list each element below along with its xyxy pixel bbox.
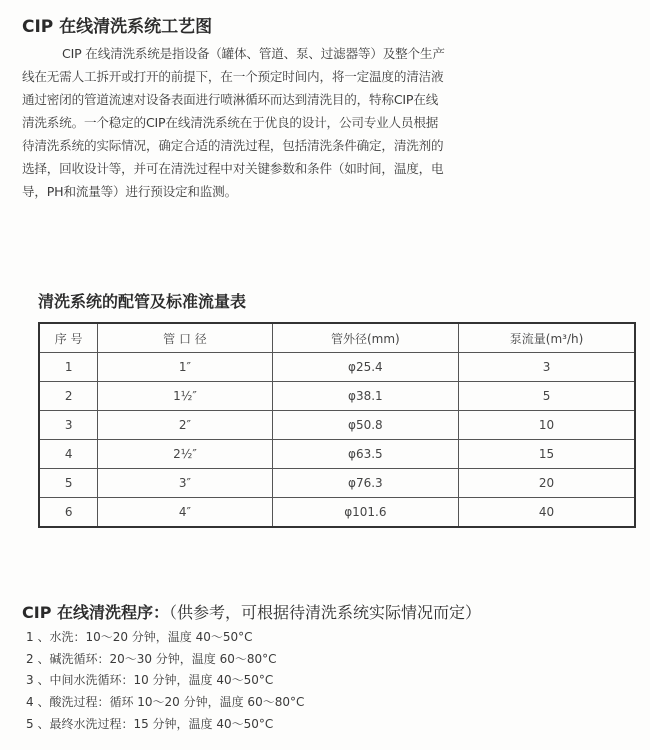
table-row bbox=[39, 498, 635, 528]
flow-table bbox=[38, 322, 636, 528]
procedure-step: 3 、中间水洗循环：10 分钟，温度 40～50°C bbox=[26, 673, 274, 688]
cell-index: 5 bbox=[39, 469, 98, 498]
cell-pipe-size: 2″ bbox=[98, 411, 272, 440]
procedure-title: CIP 在线清洗程序： bbox=[22, 603, 169, 622]
cell-pipe-size: 1″ bbox=[98, 353, 272, 382]
cell-index: 2 bbox=[39, 382, 98, 411]
procedure-step: 4 、酸洗过程：循环 10～20 分钟，温度 60～80°C bbox=[26, 695, 305, 710]
header-index: 序 号 bbox=[39, 323, 98, 353]
header-outer-diameter: 管外径(mm) bbox=[272, 323, 458, 353]
cell-pipe-size: 3″ bbox=[98, 469, 272, 498]
table-row bbox=[39, 469, 635, 498]
cell-outer-diameter: φ25.4 bbox=[272, 353, 458, 382]
procedure-subtitle: （供参考，可根据待清洗系统实际情况而定） bbox=[169, 603, 482, 622]
table-row bbox=[39, 382, 635, 411]
table-row bbox=[39, 411, 635, 440]
table-row bbox=[39, 440, 635, 469]
procedure-step: 5 、最终水洗过程：15 分钟，温度 40～50°C bbox=[26, 716, 274, 731]
header-pipe-size: 管 口 径 bbox=[98, 323, 272, 353]
section-title-cip-diagram: CIP 在线清洗系统工艺图 bbox=[22, 17, 213, 37]
paragraph-line: 待清洗系统的实际情况，确定合适的清洗过程，包括清洗条件确定，清洗剂的 bbox=[22, 138, 444, 153]
cell-pipe-size: 1½″ bbox=[98, 382, 272, 411]
cell-pump-flow: 40 bbox=[459, 498, 635, 528]
paragraph-line: 导，PH和流量等）进行预设定和监测。 bbox=[22, 184, 237, 199]
paragraph-line: 清洗系统。一个稳定的CIP在线清洗系统在于优良的设计，公司专业人员根据 bbox=[22, 115, 439, 130]
cell-pump-flow: 10 bbox=[459, 411, 635, 440]
cell-index: 3 bbox=[39, 411, 98, 440]
cell-pipe-size: 4″ bbox=[98, 498, 272, 528]
paragraph-line: 线在无需人工拆开或打开的前提下，在一个预定时间内，将一定温度的清洁液 bbox=[22, 69, 444, 84]
cell-pump-flow: 20 bbox=[459, 469, 635, 498]
cell-index: 4 bbox=[39, 440, 98, 469]
cell-pipe-size: 2½″ bbox=[98, 440, 272, 469]
cell-pump-flow: 5 bbox=[459, 382, 635, 411]
cell-index: 6 bbox=[39, 498, 98, 528]
procedure-step: 2 、碱洗循环：20～30 分钟，温度 60～80°C bbox=[26, 651, 277, 666]
section-title-cip-procedure bbox=[22, 600, 481, 623]
section-title-flow-table: 清洗系统的配管及标准流量表 bbox=[38, 292, 247, 311]
paragraph-line: CIP 在线清洗系统是指设备（罐体、管道、泵、过滤器等）及整个生产 bbox=[62, 46, 445, 61]
table-header-row bbox=[39, 323, 635, 353]
cell-outer-diameter: φ101.6 bbox=[272, 498, 458, 528]
table-row bbox=[39, 353, 635, 382]
paragraph-line: 选择，回收设计等，并可在清洗过程中对关键参数和条件（如时间，温度，电 bbox=[22, 161, 444, 176]
paragraph-line: 通过密闭的管道流速对设备表面进行喷淋循环而达到清洗目的，特称CIP在线 bbox=[22, 92, 439, 107]
cell-outer-diameter: φ63.5 bbox=[272, 440, 458, 469]
procedure-steps bbox=[26, 627, 304, 736]
cell-outer-diameter: φ76.3 bbox=[272, 469, 458, 498]
header-pump-flow: 泵流量(m³/h) bbox=[459, 323, 635, 353]
cell-pump-flow: 3 bbox=[459, 353, 635, 382]
intro-paragraph bbox=[22, 42, 467, 203]
cell-pump-flow: 15 bbox=[459, 440, 635, 469]
procedure-step: 1 、水洗：10～20 分钟，温度 40～50°C bbox=[26, 630, 253, 644]
cell-outer-diameter: φ50.8 bbox=[272, 411, 458, 440]
cell-index: 1 bbox=[39, 353, 98, 382]
cell-outer-diameter: φ38.1 bbox=[272, 382, 458, 411]
